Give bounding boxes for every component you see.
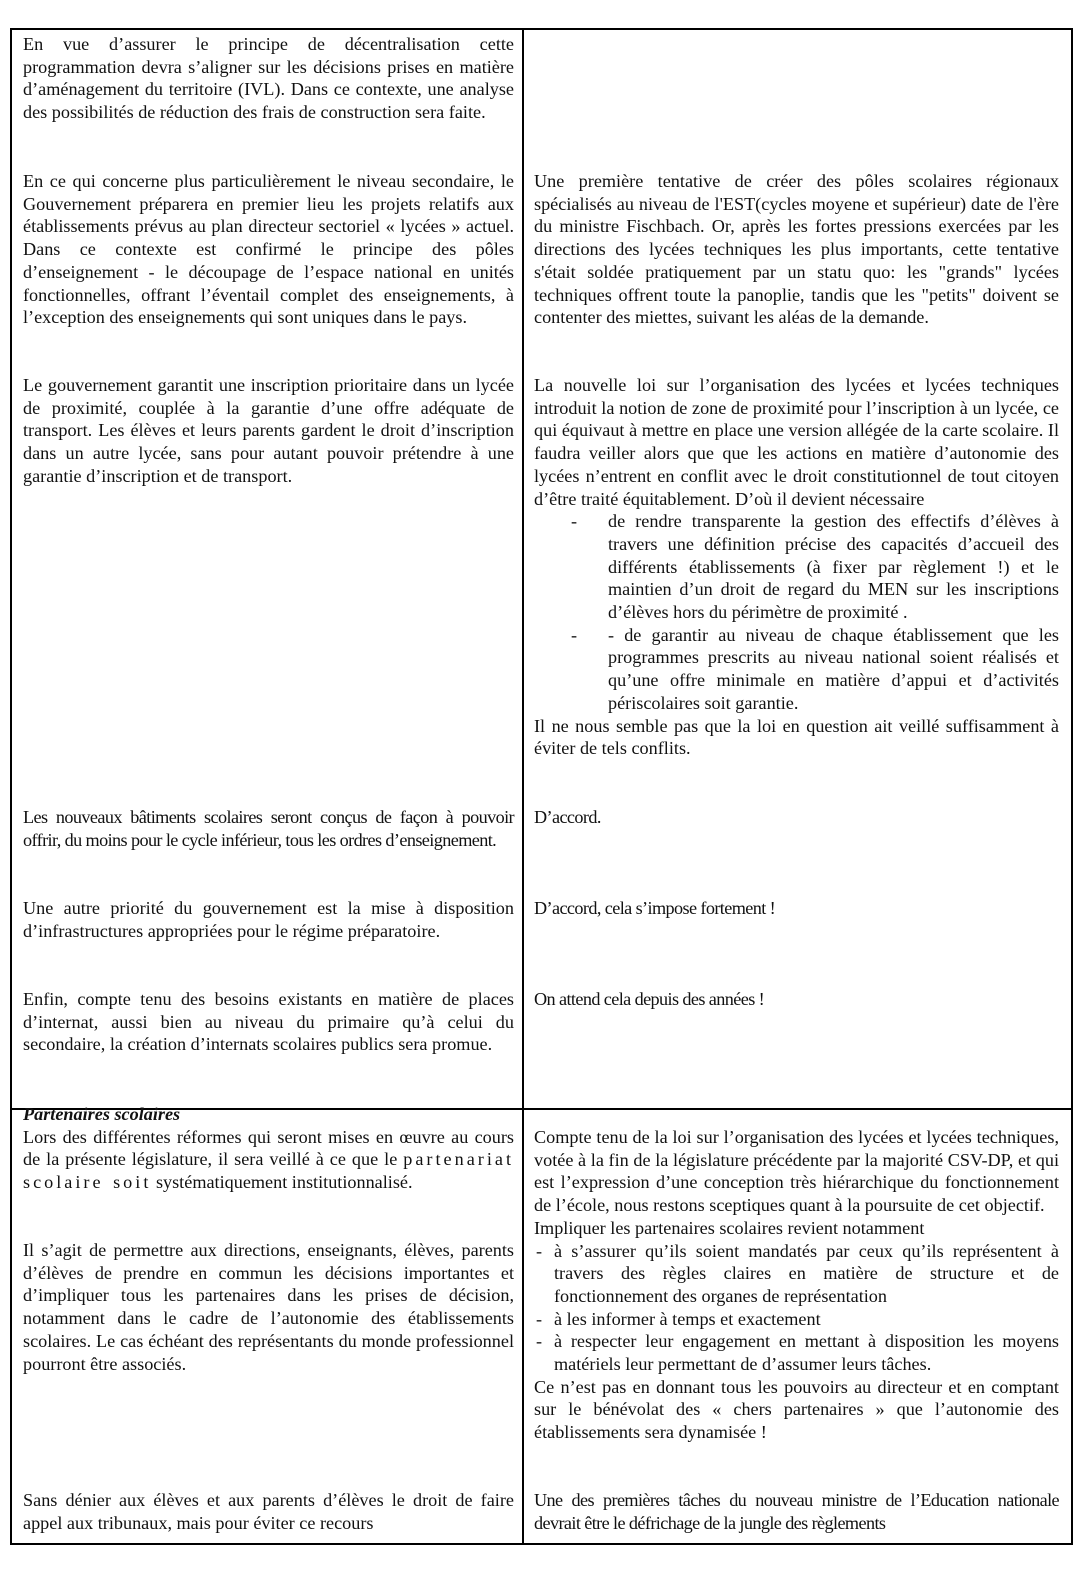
list-item-text: à les informer à temps et exactement bbox=[554, 1308, 821, 1329]
list-item bbox=[534, 1330, 1059, 1375]
paragraph-internats: Enfin, compte tenu des besoins existants en matière de places d’internat, aussi bien au niveau du primaire qu’à celui du secondaire, la création d’internats scolaires publics sera promue. bbox=[23, 989, 514, 1055]
paragraph-regime-preparatoire: Une autre priorité du gouvernement est la mise à disposition d’infrastructures appropriées pour le régime préparatoire. bbox=[23, 898, 514, 941]
comment-partenaires-conclusion: Ce n’est pas en donnant tous les pouvoirs au directeur et en comptant sur le bénévolat des « chers partenaires » que l’autonomie des établissements sera dynamisée ! bbox=[534, 1376, 1059, 1443]
column-divider bbox=[522, 30, 524, 1543]
section-partenaires-scolaires bbox=[23, 1103, 514, 1194]
dash-bullet: - bbox=[571, 624, 578, 645]
list-item bbox=[534, 1308, 1059, 1331]
section-heading: Partenaires scolaires bbox=[23, 1104, 181, 1124]
comment-daccord: D’accord. bbox=[534, 807, 601, 827]
necessity-list bbox=[534, 510, 1059, 714]
list-item bbox=[534, 624, 1059, 715]
paragraph-reformes-part3: systématiquement institutionnalisé. bbox=[155, 1172, 413, 1193]
comment-partenaires-text: Compte tenu de la loi sur l’organisation des lycées et lycées techniques, votée à la fin de la législature précédente par la majorité CSV-DP, et qui est l’expression d’une conception très hiérarchique du fonctionnement de l’école, nous restons sceptiques quant à la poursuite de cet objectif. bbox=[534, 1127, 1059, 1216]
comment-poles-scolaires: Une première tentative de créer des pôles scolaires régionaux spécialisés au niveau de l'EST(cycles moyene et supérieur) date de l'ère du ministre Fischbach. Or, après les fortes pressions exercées par les directions des lycées techniques les plus importants, cette tentative s'était soldée pratiquement par un statu quo: les "grands" lycées techniques offrent toute la panoplie, tandis que les "petits" doivent se contenter des miettes, suivant les aléas de la demande. bbox=[534, 171, 1059, 328]
paragraph-inscription-prioritaire: Le gouvernement garantit une inscription prioritaire dans un lycée de proximité, couplée à la garantie d’une offre adéquate de transport. Les élèves et leurs parents gardent le droit d’inscription dans un autre lycée, sans pour autant pouvoir prétendre à une garantie d’inscription et de transport. bbox=[23, 375, 514, 486]
comment-partenaires-intro: Impliquer les partenaires scolaires revient notamment bbox=[534, 1217, 925, 1238]
paragraph-directions-enseignants: Il s’agit de permettre aux directions, enseignants, élèves, parents d’élèves de prendre en commun les décisions importantes et d’impliquer tous les partenaires dans les prises de décision, notamment dans le cadre de l’autonomie des établissements scolaires. Le cas échéant des représentants du monde professionnel pourront être associés. bbox=[23, 1240, 514, 1374]
comment-zone-proximite-conclusion: Il ne nous semble pas que la loi en question ait veillé suffisamment à éviter de tels conflits. bbox=[534, 715, 1059, 759]
list-item bbox=[534, 1240, 1059, 1308]
comment-on-attend: On attend cela depuis des années ! bbox=[534, 989, 765, 1009]
comment-premieres-taches: Une des premières tâches du nouveau ministre de l’Education nationale devrait être le défrichage de la jungle des règlements bbox=[534, 1490, 1059, 1533]
paragraph-nouveaux-batiments: Les nouveaux bâtiments scolaires seront conçus de façon à pouvoir offrir, du moins pour le cycle inférieur, tous les ordres d’enseignement. bbox=[23, 807, 514, 850]
list-item-text: à s’assurer qu’ils soient mandatés par ceux qu’ils représentent à travers des règles claires en matière de structure et de fonctionnement des organes de représentation bbox=[554, 1240, 1059, 1306]
paragraph-reformes-part2: partenariat scolaire soit bbox=[23, 1149, 515, 1193]
paragraph-tribunaux: Sans dénier aux élèves et aux parents d’élèves le droit de faire appel aux tribunaux, mais pour éviter ce recours bbox=[23, 1490, 514, 1533]
comment-partenaires bbox=[534, 1126, 1059, 1444]
comment-zone-proximite bbox=[534, 374, 1059, 760]
list-item-text: de rendre transparente la gestion des effectifs d’élèves à travers une définition précise des capacités d’accueil des différents établissements (à fixer par règlement !) et le maintien d’un droit de regard du MEN sur les inscriptions d’élèves hors du périmètre de proximité . bbox=[608, 511, 1059, 623]
list-item bbox=[534, 510, 1059, 624]
paragraph-niveau-secondaire: En ce qui concerne plus particulièrement le niveau secondaire, le Gouvernement préparera en premier lieu les projets relatifs aux établissements prévus au plan directeur sectoriel « lycées » actuel. Dans ce contexte est confirmé le principe des pôles d’enseignement - le découpage de l’espace national en unités fonctionnelles, offrant l’éventail complet des enseignements, à l’exception des enseignements qui sont uniques dans le pays. bbox=[23, 171, 514, 328]
dash-bullet: - bbox=[536, 1331, 543, 1352]
list-item-text: - de garantir au niveau de chaque établissement que les programmes prescrits au niveau national soient réalisés et qu’une offre minimale en matière d’appui et d’activités périscolaires soit garantie. bbox=[608, 624, 1059, 713]
paragraph-decentralisation: En vue d’assurer le principe de décentralisation cette programmation devra s’aligner sur les décisions prises en matière d’aménagement du territoire (IVL). Dans ce contexte, une analyse des possibilités de réduction des frais de construction sera faite. bbox=[23, 34, 514, 123]
dash-bullet: - bbox=[571, 511, 578, 532]
paragraph-reformes bbox=[23, 1126, 514, 1194]
paragraph-reformes-part1: Lors des différentes réformes qui seront mises en œuvre au cours de la présente législature, il sera veillé à ce que le bbox=[23, 1126, 514, 1170]
dash-bullet: - bbox=[536, 1308, 543, 1329]
comment-daccord-impose: D’accord, cela s’impose fortement ! bbox=[534, 898, 776, 918]
document-table bbox=[10, 28, 1073, 1545]
impliquer-list bbox=[534, 1240, 1059, 1376]
comment-zone-proximite-text: La nouvelle loi sur l’organisation des lycées et lycées techniques introduit la notion de zone de proximité pour l’inscription à un lycée, ce qui équivaut à mettre en place une version allégée de la carte scolaire. Il faudra veiller alors que que les actions en matière d’autonomie des lycées n’entrent en conflit avec le droit constitutionnel de tout citoyen d’être traité équitablement. D’où il devient nécessaire bbox=[534, 375, 1059, 509]
list-item-text: à respecter leur engagement en mettant à disposition les moyens matériels leur permettant de d’assumer leurs tâches. bbox=[554, 1331, 1059, 1375]
dash-bullet: - bbox=[536, 1240, 543, 1261]
